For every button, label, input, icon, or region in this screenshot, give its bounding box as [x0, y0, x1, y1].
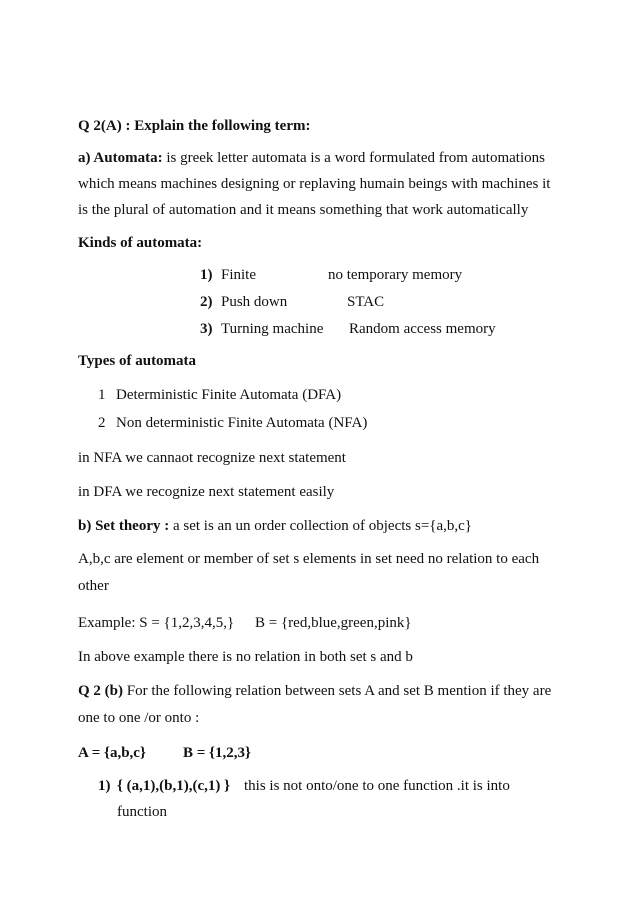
set-theory-line-1 — [78, 517, 472, 535]
set-theory-line-2: A,b,c are element or member of set s elements in set need no relation to each — [78, 551, 540, 567]
question-2b-label: Q 2 (b) — [78, 683, 123, 699]
kinds-item-name: Finite — [221, 267, 257, 283]
set-example-note: In above example there is no relation in both set s and b — [78, 649, 413, 665]
types-item-number: 2 — [98, 415, 106, 431]
relation-item-number: 1) — [98, 778, 111, 794]
question-2a-heading: Q 2(A) : Explain the following term: — [78, 118, 311, 134]
types-item-text: Non deterministic Finite Automata (NFA) — [116, 415, 368, 431]
question-2b-line-1 — [78, 682, 551, 700]
automata-term: a) Automata: — [78, 150, 163, 166]
kinds-item-name: Push down — [221, 294, 288, 310]
automata-definition-text: is greek letter automata is a word formulated from automations — [162, 150, 545, 166]
relation-set: { (a,1),(b,1),(c,1) } — [117, 778, 231, 794]
types-item-text: Deterministic Finite Automata (DFA) — [116, 387, 342, 403]
kinds-item-description: Random access memory — [349, 321, 496, 337]
set-theory-term: b) Set theory : — [78, 518, 170, 534]
set-b-definition: B = {1,2,3} — [183, 745, 251, 761]
set-a-definition: A = {a,b,c} — [78, 745, 146, 761]
set-theory-definition-text: a set is an un order collection of objects s={a,b,c} — [169, 518, 473, 534]
automata-definition-line-3: is the plural of automation and it means something that work automatically — [78, 202, 529, 218]
dfa-note: in DFA we recognize next statement easily — [78, 484, 335, 500]
automata-definition-line-2: which means machines designing or replaving humain beings with machines it — [78, 176, 551, 192]
kinds-item-number: 2) — [200, 294, 213, 310]
kinds-item-description: no temporary memory — [328, 267, 463, 283]
relation-answer-continued: function — [117, 804, 167, 820]
kinds-of-automata-heading: Kinds of automata: — [78, 235, 203, 251]
set-theory-line-3: other — [78, 578, 109, 594]
relation-answer: this is not onto/one to one function .it is into — [244, 778, 510, 794]
types-of-automata-heading: Types of automata — [78, 353, 197, 369]
kinds-item-number: 3) — [200, 321, 213, 337]
question-2b-line-2: one to one /or onto : — [78, 710, 200, 726]
automata-definition-line-1 — [78, 149, 545, 167]
kinds-item-number: 1) — [200, 267, 213, 283]
nfa-note: in NFA we cannaot recognize next statement — [78, 450, 346, 466]
kinds-item-name: Turning machine — [221, 321, 324, 337]
example-set-s: Example: S = {1,2,3,4,5,} — [78, 615, 235, 631]
question-2b-text: For the following relation between sets A and set B mention if they are — [123, 683, 552, 699]
example-set-b: B = {red,blue,green,pink} — [255, 615, 412, 631]
types-item-number: 1 — [98, 387, 106, 403]
kinds-item-description: STAC — [347, 294, 385, 310]
